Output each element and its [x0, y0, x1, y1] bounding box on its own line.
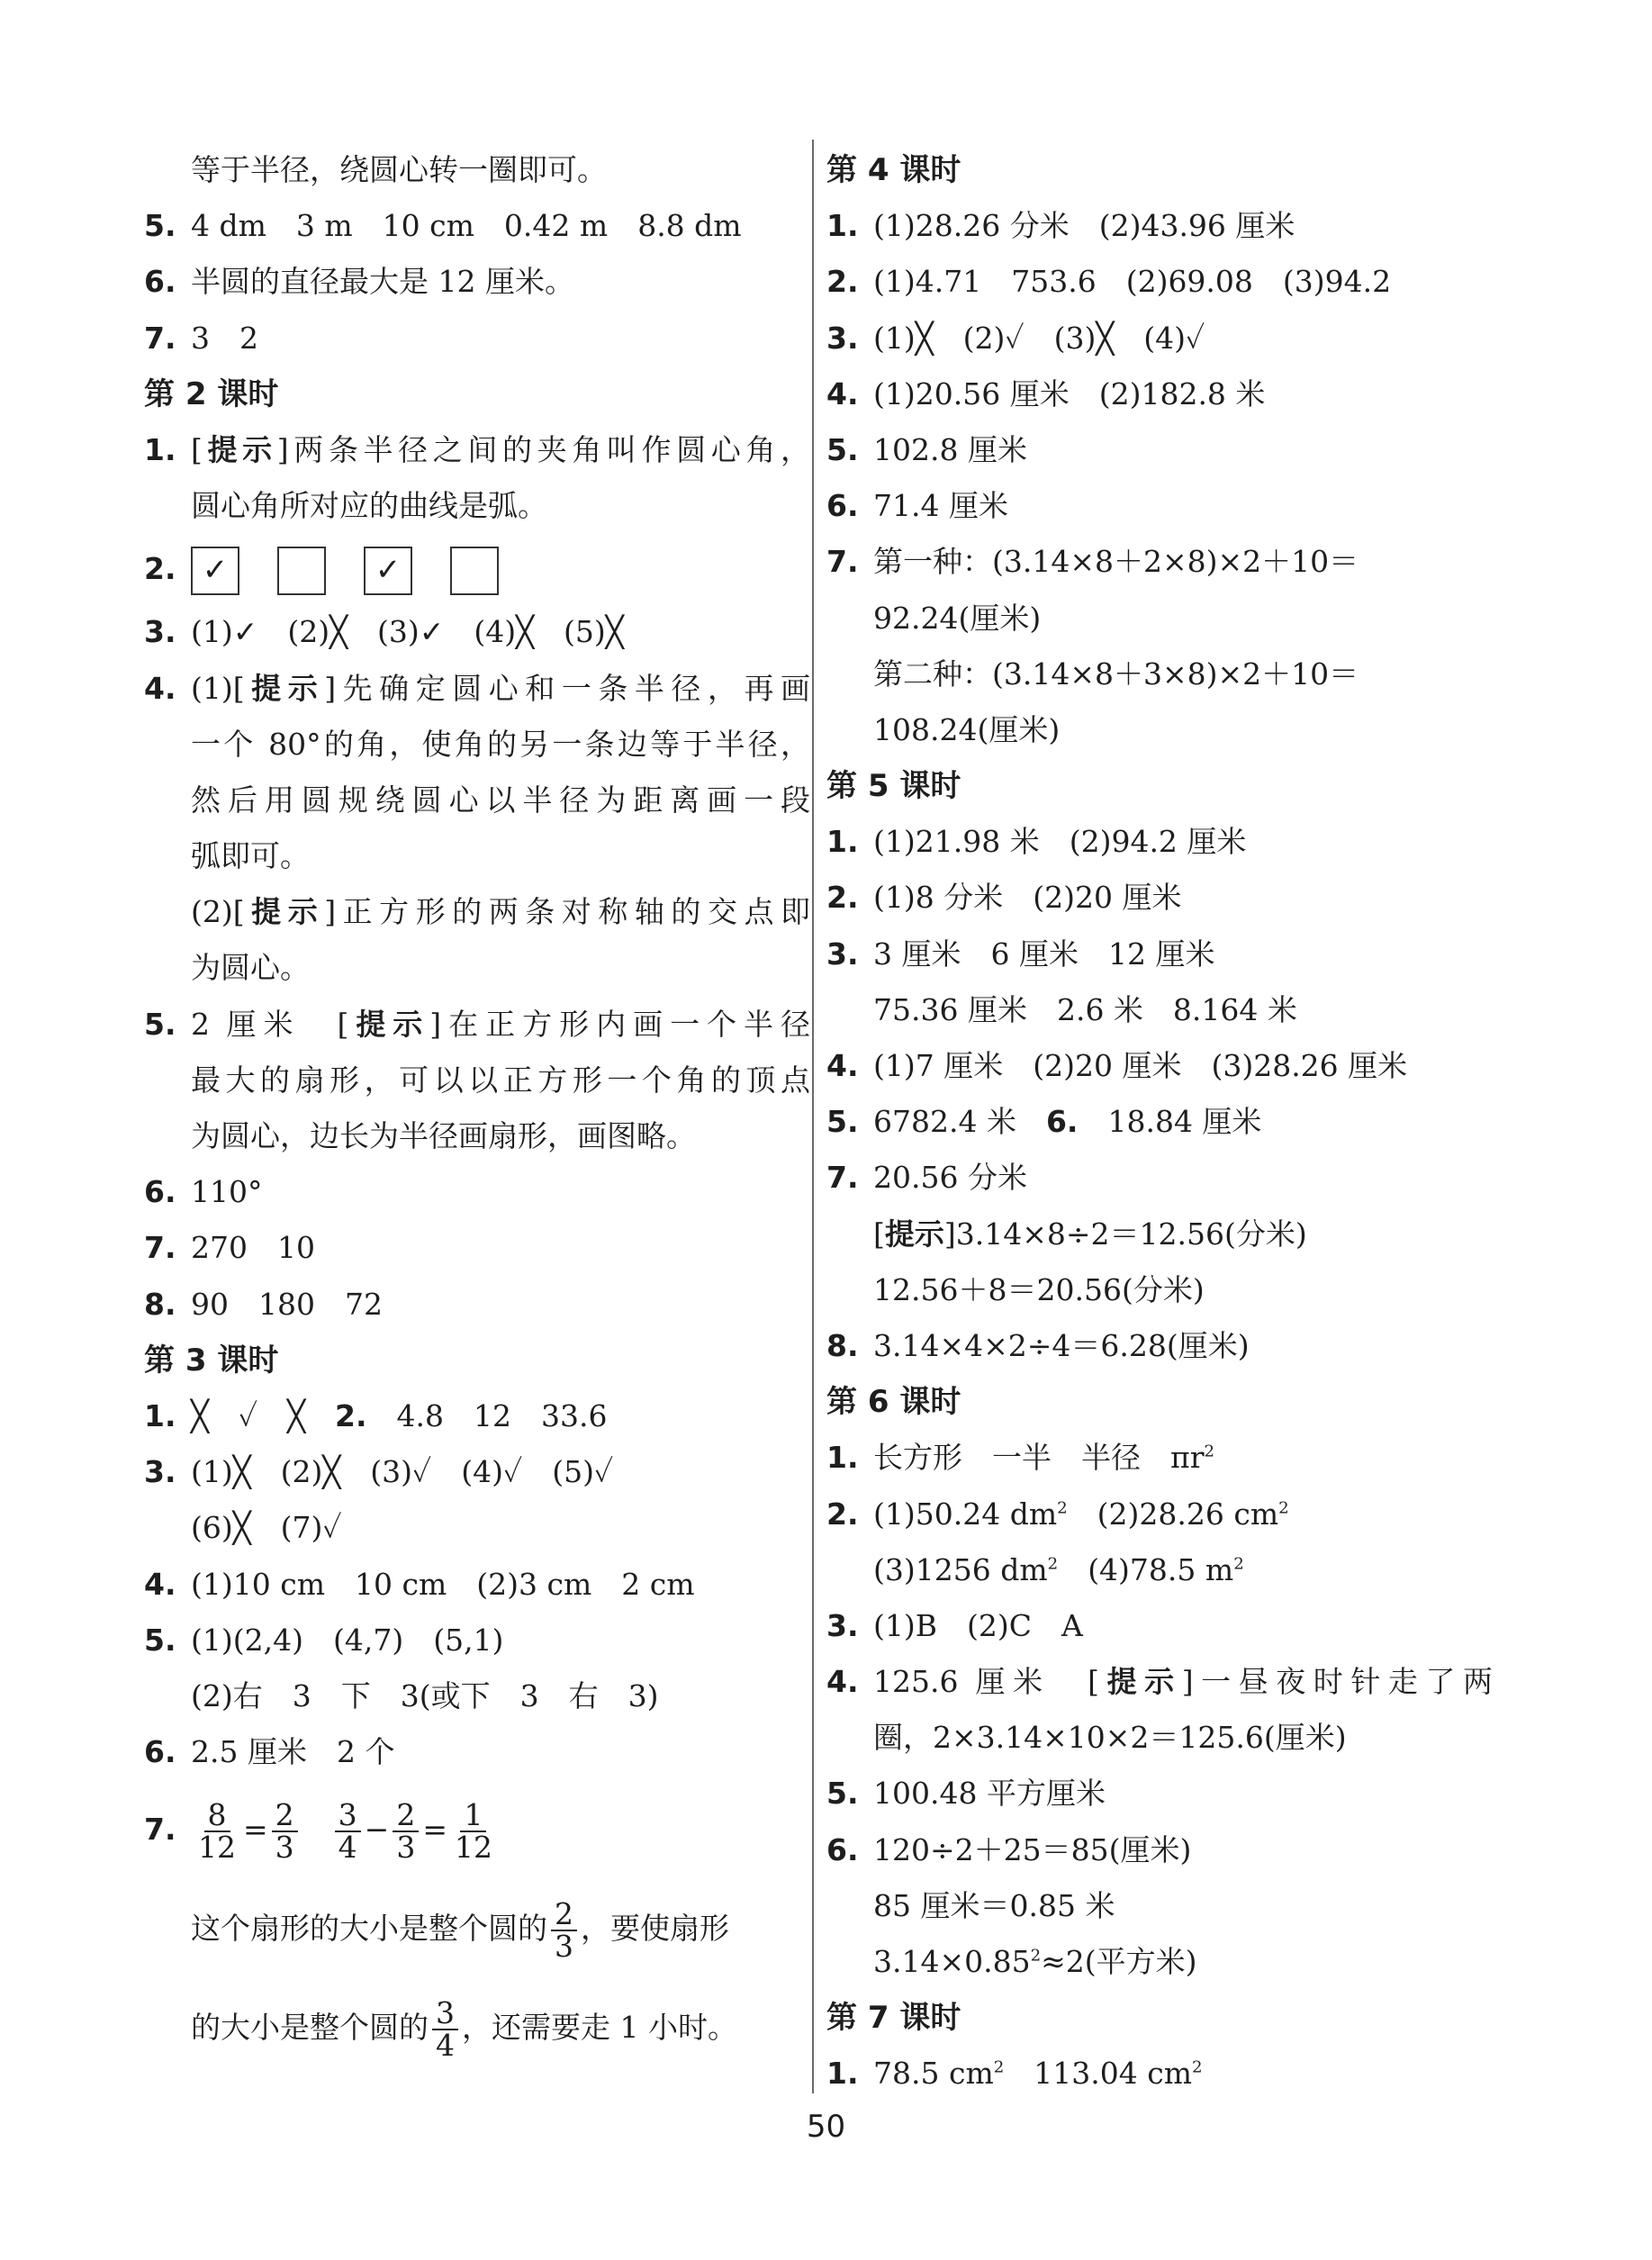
answer-7: [826, 1150, 1484, 1206]
fraction: [272, 1796, 298, 1866]
question-number: 5.: [826, 1776, 859, 1812]
question-number: 5.: [826, 1104, 859, 1140]
exponent: 2: [1047, 1553, 1059, 1573]
question-number: 8.: [144, 1286, 176, 1322]
answer-text: [873, 1430, 1214, 1486]
answer-4: [144, 661, 810, 717]
answer-6: [826, 1822, 1484, 1878]
answer-text: 3 2: [191, 320, 258, 356]
hint-label: 提示: [244, 670, 325, 706]
denominator: 3: [396, 1830, 416, 1866]
answer-7: [144, 1220, 801, 1276]
answer-line: [144, 773, 810, 828]
answer-line: [826, 646, 1484, 702]
lesson-title: 第 6 课时: [826, 1384, 961, 1421]
answer-line: [826, 1878, 1484, 1934]
question-number: 1.: [144, 1397, 176, 1433]
question-number: 6.: [144, 264, 176, 300]
section-heading: [826, 1990, 1484, 2046]
answer-text: [873, 1487, 1289, 1542]
answer-3: [144, 1444, 801, 1500]
question-number: 3.: [826, 936, 859, 972]
operator: =: [422, 1812, 447, 1848]
question-number: 3.: [826, 1607, 859, 1643]
answer-value: (3)1256 dm: [873, 1551, 1048, 1587]
answer-line: [144, 142, 801, 198]
question-number: 3.: [144, 1454, 176, 1490]
answer-text: 92.24(厘米): [873, 600, 1042, 636]
answer-text: 圆心角所对应的曲线是弧。: [191, 488, 547, 524]
answer-line: [826, 1262, 1484, 1318]
answer-line: [826, 1207, 1484, 1262]
fraction-equation: [191, 1780, 500, 1879]
fraction: [432, 1994, 458, 2064]
answer-value: ≈2(平方米): [1041, 1944, 1197, 1979]
answer-text: 然后用圆规绕圆心以半径为距离画一段: [191, 782, 810, 818]
lesson-title: 第 3 课时: [144, 1342, 279, 1379]
answer-text: 等于半径，绕圆心转一圈即可。: [191, 152, 607, 187]
section-heading: [826, 1374, 1484, 1430]
answer-line: [144, 1978, 801, 2077]
answer-text: (1)✓ (2)╳ (3)✓ (4)╳ (5)╳: [191, 614, 624, 650]
answer-text: 20.56 分米: [873, 1160, 1027, 1196]
answer-value: 125.6 厘米: [873, 1664, 1051, 1700]
answer-8: [826, 1318, 1484, 1374]
answer-6: [144, 1724, 801, 1780]
answer-text: 3 厘米 6 厘米 12 厘米: [873, 936, 1215, 972]
part-label: (2): [191, 894, 233, 930]
answer-7: [144, 311, 801, 366]
answer-text: (2)[提示]正方形的两条对称轴的交点即: [191, 894, 810, 930]
answer-value: 4.8 12 33.6: [396, 1397, 608, 1433]
answer-text: 85 厘米＝0.85 米: [873, 1887, 1115, 1923]
numerator: 2: [393, 1800, 419, 1833]
hint-text: 3.14×8÷2＝12.56(分米): [955, 1216, 1307, 1252]
exponent: 2: [1233, 1553, 1244, 1573]
answer-4: [826, 1654, 1494, 1710]
answer-box: ✓: [364, 547, 412, 595]
answer-line: [144, 940, 801, 996]
answer-line: [144, 717, 810, 773]
answer-3: [144, 604, 801, 660]
answer-text: 第二种：(3.14×8＋3×8)×2＋10＝: [873, 655, 1359, 692]
operator: −: [364, 1812, 390, 1848]
answer-5: [144, 1613, 801, 1668]
question-number: 7.: [826, 1160, 859, 1196]
hint-label: 提示: [1099, 1664, 1182, 1700]
answer-text: 120÷2＋25＝85(厘米): [873, 1831, 1192, 1867]
question-number: 5.: [144, 1622, 176, 1658]
question-number: 4.: [144, 1566, 176, 1602]
answer-1: [144, 422, 810, 478]
answer-4: [144, 1557, 801, 1613]
question-number: 5.: [144, 1006, 176, 1042]
question-number: 3.: [826, 320, 859, 356]
answer-2: [144, 534, 801, 604]
answer-text: 4 dm 3 m 10 cm 0.42 m 8.8 dm: [191, 208, 742, 244]
question-number: 7.: [144, 1812, 176, 1848]
answer-5: [144, 997, 811, 1053]
question-number: 4.: [144, 670, 176, 706]
answer-8: [144, 1277, 801, 1333]
answer-text: 270 10: [191, 1230, 315, 1266]
answer-text: 110°: [191, 1174, 263, 1210]
answer-2: [826, 1487, 1484, 1542]
column-divider: [812, 140, 814, 2093]
answer-6: [144, 254, 801, 310]
answer-line: [144, 828, 801, 884]
question-number: 4.: [826, 375, 859, 411]
answer-1: [826, 2046, 1484, 2102]
answer-text: (6)╳ (7)✓: [191, 1510, 342, 1546]
lesson-title: 第 2 课时: [144, 375, 279, 412]
answer-6: [144, 1164, 801, 1220]
question-number: 2.: [144, 551, 176, 587]
answer-5: [144, 198, 801, 254]
answer-text: (1)7 厘米 (2)20 厘米 (3)28.26 厘米: [873, 1048, 1408, 1083]
hint-text: 两条半径之间的夹角叫作圆心角，: [288, 431, 810, 467]
answer-3: [826, 1598, 1484, 1654]
exponent: 2: [993, 2057, 1005, 2077]
numerator: 2: [272, 1800, 298, 1833]
hint-label: 提示: [202, 431, 277, 467]
question-number: 7.: [144, 320, 176, 356]
question-number: 4.: [826, 1664, 859, 1700]
answer-line: [826, 1934, 1484, 1990]
question-number: 5.: [826, 431, 859, 467]
hint-label: 提示: [348, 1006, 430, 1042]
answer-text: 108.24(厘米): [873, 711, 1061, 747]
hint-text: 一昼夜时针走了两: [1193, 1664, 1494, 1700]
question-number: 2.: [826, 264, 859, 300]
exponent: 2: [1192, 2057, 1203, 2077]
question-number: 1.: [826, 208, 859, 244]
question-number: 4.: [826, 1048, 859, 1083]
lesson-title: 第 5 课时: [826, 768, 961, 805]
answer-text: 2 厘米 [提示]在正方形内画一个半径: [191, 1006, 811, 1042]
answer-2: [826, 870, 1484, 926]
answer-5: [826, 422, 1484, 478]
denominator: 3: [275, 1830, 294, 1866]
question-number: 1.: [826, 1440, 859, 1476]
denominator: 4: [338, 1830, 357, 1866]
answer-text: 最大的扇形，可以以正方形一个角的顶点: [191, 1062, 810, 1098]
answer-text: 一个 80°的角，使角的另一条边等于半径，: [191, 726, 810, 762]
fraction: [194, 1796, 239, 1866]
answer-value: 3.14×0.85: [873, 1944, 1031, 1979]
answer-value: (4)78.5 m: [1058, 1551, 1234, 1587]
numerator: 2: [551, 1899, 577, 1932]
answer-5: [826, 1766, 1484, 1822]
part-label: (1): [191, 670, 233, 706]
answer-text: 75.36 厘米 2.6 米 8.164 米: [873, 991, 1297, 1027]
answer-text: [提示]两条半径之间的夹角叫作圆心角，: [191, 431, 810, 467]
question-number: 6.: [826, 488, 859, 524]
denominator: 12: [198, 1830, 236, 1866]
text-part: 的大小是整个圆的: [191, 2010, 429, 2046]
answer-text: (1)╳ (2)╳ (3)✓ (4)✓ (5)✓: [191, 1454, 614, 1490]
hint-label: 提示: [244, 894, 325, 930]
hint-label: 提示: [884, 1216, 944, 1252]
answer-3: [826, 311, 1484, 366]
answer-5: [826, 1094, 1484, 1150]
answer-text: 2.5 厘米 2 个: [191, 1734, 395, 1770]
fraction: [451, 1796, 496, 1866]
answer-value: ╳ ✓ ╳: [191, 1397, 306, 1433]
answer-text: (1)28.26 分米 (2)43.96 厘米: [873, 208, 1295, 244]
answer-text: 半圆的直径最大是 12 厘米。: [191, 264, 574, 300]
answer-text: (1)4.71 753.6 (2)69.08 (3)94.2: [873, 264, 1392, 300]
answer-line: [144, 884, 810, 940]
text-part: ，要使扇形: [581, 1911, 729, 1947]
answer-text: [191, 1978, 737, 2077]
answer-text: (1)20.56 厘米 (2)182.8 米: [873, 375, 1266, 411]
answer-value: 18.84 厘米: [1107, 1104, 1262, 1140]
answer-value: 78.5 cm: [873, 2056, 994, 2092]
checkbox-row: [191, 534, 537, 604]
answer-line: [144, 1668, 801, 1724]
answer-text: [提示]3.14×8÷2＝12.56(分米): [873, 1216, 1307, 1252]
numerator: 3: [335, 1800, 361, 1833]
answer-text: [873, 1094, 1261, 1150]
question-number: 7.: [826, 544, 859, 580]
answer-box: [450, 547, 499, 595]
page-number: 50: [806, 2109, 846, 2145]
answer-3: [826, 927, 1484, 982]
fraction: [335, 1796, 361, 1866]
answer-1: [144, 1388, 801, 1444]
exponent: 2: [1030, 1946, 1042, 1966]
answer-4: [826, 366, 1484, 422]
answer-text: 弧即可。: [191, 838, 310, 874]
question-number: 6.: [144, 1734, 176, 1770]
answer-6: [826, 478, 1484, 534]
answer-text: 圈，2×3.14×10×2＝125.6(厘米): [873, 1720, 1347, 1756]
operator: =: [243, 1812, 268, 1848]
exponent: 2: [1204, 1442, 1215, 1461]
answer-value: 2 厘米: [191, 1006, 301, 1042]
answer-text: 125.6 厘米 [提示]一昼夜时针走了两: [873, 1664, 1494, 1700]
question-number: 1.: [826, 2056, 859, 2092]
hint-text: 正方形的两条对称轴的交点即: [336, 894, 810, 930]
question-number: 6.: [1045, 1104, 1079, 1140]
answer-1: [826, 198, 1484, 254]
question-number: 6.: [144, 1174, 176, 1210]
numerator: 3: [432, 1998, 458, 2031]
answer-4: [826, 1038, 1484, 1094]
answer-text: 12.56＋8＝20.56(分米): [873, 1271, 1205, 1307]
answer-line: [144, 1500, 801, 1556]
numerator: 1: [460, 1800, 486, 1833]
question-number: 5.: [144, 208, 176, 244]
answer-text: (1)(2,4) (4,7) (5,1): [191, 1622, 504, 1658]
answer-line: [826, 982, 1484, 1038]
answer-text: [873, 2046, 1203, 2102]
question-number: 1.: [144, 431, 176, 467]
answer-value: (2)28.26 cm: [1067, 1496, 1279, 1532]
answer-text: (1)╳ (2)✓ (3)╳ (4)✓: [873, 320, 1205, 356]
fraction: [393, 1796, 419, 1866]
answer-text: (2)右 3 下 3(或下 3 右 3): [191, 1677, 659, 1713]
answer-1: [826, 1430, 1484, 1486]
answer-value: 6782.4 米: [873, 1104, 1016, 1140]
answer-text: (1)10 cm 10 cm (2)3 cm 2 cm: [191, 1566, 695, 1602]
answer-line: [826, 702, 1484, 758]
answer-text: [873, 1934, 1197, 1990]
exponent: 2: [1278, 1497, 1289, 1517]
lesson-title: 第 7 课时: [826, 2000, 961, 2037]
numerator: 8: [204, 1800, 230, 1833]
question-number: 8.: [826, 1327, 859, 1363]
answer-text: [191, 1388, 607, 1444]
answer-box: [277, 547, 326, 595]
right-column: [826, 142, 1494, 2102]
answer-line: [144, 1108, 801, 1164]
answer-line: [144, 1879, 801, 1978]
question-number: 1.: [826, 824, 859, 860]
text-part: 这个扇形的大小是整个圆的: [191, 1911, 547, 1947]
answer-text: [873, 1542, 1244, 1598]
exponent: 2: [1057, 1497, 1068, 1517]
answer-line: [144, 1053, 810, 1108]
answer-text: 为圆心。: [191, 950, 310, 986]
answer-line: [144, 478, 801, 534]
denominator: 12: [454, 1830, 492, 1866]
denominator: 3: [555, 1929, 573, 1965]
answer-line: [826, 591, 1484, 646]
answer-text: 71.4 厘米: [873, 488, 1008, 524]
answer-line: [826, 1710, 1484, 1766]
text-part: ，还需要走 1 小时。: [462, 2010, 737, 2046]
answer-value: 长方形 一半 半径 πr: [873, 1440, 1205, 1476]
section-heading: [826, 142, 1484, 198]
answer-text: (1)21.98 米 (2)94.2 厘米: [873, 824, 1247, 860]
question-number: 2.: [826, 880, 859, 916]
lesson-title: 第 4 课时: [826, 152, 961, 188]
answer-text: 90 180 72: [191, 1286, 383, 1322]
hint-text: 在正方形内画一个半径: [441, 1006, 811, 1042]
answer-box: ✓: [191, 547, 239, 595]
answer-value: (1)50.24 dm: [873, 1496, 1058, 1532]
answer-line: [826, 1542, 1484, 1598]
question-number: 7.: [144, 1230, 176, 1266]
fraction: [551, 1895, 577, 1965]
answer-text: 第一种：(3.14×8＋2×8)×2＋10＝: [873, 544, 1359, 580]
answer-text: [191, 1879, 729, 1978]
answer-text: 为圆心，边长为半径画扇形，画图略。: [191, 1118, 696, 1153]
question-number: 3.: [144, 614, 176, 650]
section-heading: [826, 758, 1484, 814]
answer-text: (1)B (2)C A: [873, 1607, 1083, 1643]
section-heading: [144, 366, 801, 422]
question-number: 2.: [826, 1496, 859, 1532]
section-heading: [144, 1333, 801, 1388]
question-number: 2.: [335, 1397, 367, 1433]
answer-value: 113.04 cm: [1004, 2056, 1193, 2092]
answer-text: (1)[提示]先确定圆心和一条半径，再画: [191, 670, 810, 706]
answer-text: 102.8 厘米: [873, 431, 1027, 467]
denominator: 4: [436, 2028, 455, 2064]
question-number: 6.: [826, 1831, 859, 1867]
answer-text: 3.14×4×2÷4＝6.28(厘米): [873, 1327, 1250, 1363]
answer-1: [826, 814, 1484, 870]
answer-7: [826, 534, 1484, 590]
answer-2: [826, 254, 1484, 310]
answer-7: [144, 1780, 801, 1879]
answer-text: 100.48 平方厘米: [873, 1776, 1106, 1812]
hint-text: 先确定圆心和一条半径，再画: [336, 670, 810, 706]
left-column: [144, 142, 811, 2077]
answer-text: (1)8 分米 (2)20 厘米: [873, 880, 1182, 916]
